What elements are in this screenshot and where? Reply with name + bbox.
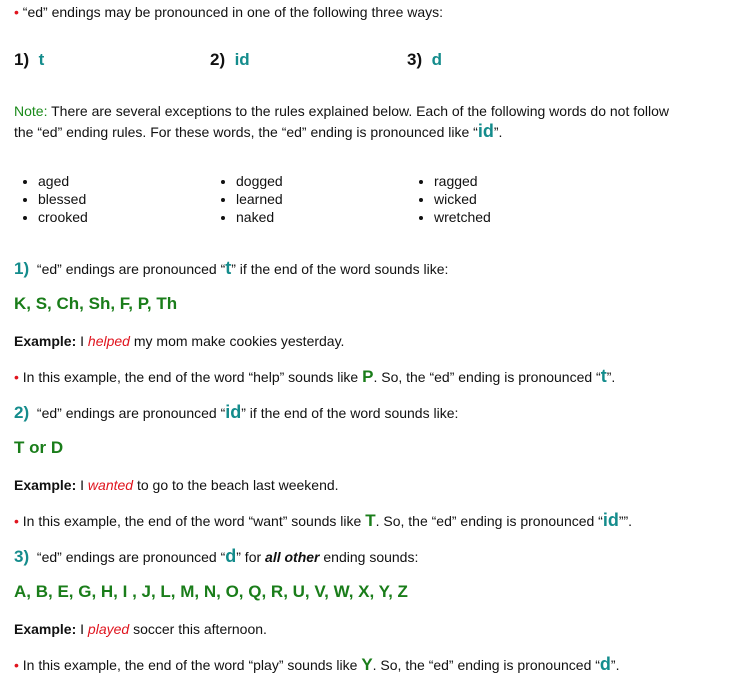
rule-ex-pre: I xyxy=(76,333,88,349)
rule-heading xyxy=(14,547,418,566)
rule-sounds: T or D xyxy=(14,438,64,457)
rule-ex-label: Example: xyxy=(14,621,77,637)
way-2: 2) id xyxy=(210,50,250,69)
list-item: • blessed xyxy=(38,190,88,208)
list-item: • ragged xyxy=(434,172,491,190)
rule-num: 3) xyxy=(14,547,30,566)
rule-post: ” if the end of the word sounds like: xyxy=(241,405,459,421)
rule-pre: “ed” endings are pronounced “ xyxy=(36,405,226,421)
list-item: • wicked xyxy=(434,190,491,208)
rule-num: 2) xyxy=(14,403,30,422)
bullet-icon: • xyxy=(14,513,19,529)
exceptions-list-1 xyxy=(0,172,88,226)
rule-b-mid: . So, the “ed” ending is pronounced “ xyxy=(372,657,600,673)
rule-example xyxy=(14,620,267,638)
rule-ex-word: played xyxy=(87,621,130,637)
rule-post: ” for xyxy=(236,549,266,565)
note-line-2: the “ed” ending rules. For these words, the “ed” ending is pronounced like “id”. xyxy=(14,121,503,141)
rule-ex-pre: I xyxy=(76,621,88,637)
rule-ex-label: Example: xyxy=(14,333,77,349)
rule-post: ” if the end of the word sounds like: xyxy=(231,261,449,277)
rule-ex-post: my mom make cookies yesterday. xyxy=(129,333,345,349)
list-item: • crooked xyxy=(38,208,88,226)
rule-sounds: K, S, Ch, Sh, F, P, Th xyxy=(14,294,178,313)
rule-sounds: A, B, E, G, H, I , J, L, M, N, O, Q, R, U, V, W, X, Y, Z xyxy=(14,582,408,601)
rule-b-letter: Y xyxy=(361,655,373,674)
rule-ex-post: to go to the beach last weekend. xyxy=(133,477,339,493)
rule-explanation xyxy=(14,655,619,674)
list-item: • learned xyxy=(236,190,283,208)
rule-b-mid: . So, the “ed” ending is pronounced “ xyxy=(375,513,603,529)
rule-ex-post: soccer this afternoon. xyxy=(129,621,267,637)
note-line-1: Note: There are several exceptions to the rules explained below. Each of the following words do not follow xyxy=(14,103,670,119)
rule-heading xyxy=(14,403,458,422)
rule-b-pre: In this example, the end of the word “want” sounds like xyxy=(22,513,366,529)
bullet-icon: • xyxy=(14,369,19,385)
rule-b-pre: In this example, the end of the word “help” sounds like xyxy=(22,369,363,385)
rule-heading xyxy=(14,259,448,278)
rule-b-end: ”. xyxy=(606,369,616,385)
list-item: • wretched xyxy=(434,208,491,226)
rule-b-sound: id xyxy=(602,510,619,530)
rule-b-letter: T xyxy=(365,511,376,530)
way-3: 3) d xyxy=(407,50,442,69)
bullet-icon: • xyxy=(14,657,19,673)
list-item: • dogged xyxy=(236,172,283,190)
rule-explanation xyxy=(14,367,615,386)
rule-post2: ending sounds: xyxy=(319,549,419,565)
rule-b-sound: t xyxy=(600,366,607,386)
list-item: • naked xyxy=(236,208,283,226)
exceptions-list-3 xyxy=(396,172,491,226)
rule-b-pre: In this example, the end of the word “play” sounds like xyxy=(22,657,362,673)
rule-sound: t xyxy=(225,258,232,278)
rule-num: 1) xyxy=(14,259,30,278)
way-1: 1) t xyxy=(14,50,45,69)
rule-sound: d xyxy=(225,546,237,566)
rule-pre: “ed” endings are pronounced “ xyxy=(36,549,226,565)
rule-ex-label: Example: xyxy=(14,477,77,493)
rule-ex-word: helped xyxy=(87,333,130,349)
rule-example xyxy=(14,332,344,350)
list-item: • aged xyxy=(38,172,88,190)
rule-sound: id xyxy=(225,402,242,422)
rule-example xyxy=(14,476,339,494)
exceptions-list-2 xyxy=(198,172,283,226)
bullet-icon: • xyxy=(14,4,19,20)
rule-b-mid: . So, the “ed” ending is pronounced “ xyxy=(373,369,601,385)
intro-text: “ed” endings may be pronounced in one of the following three ways: xyxy=(22,4,444,20)
rule-b-letter: P xyxy=(362,367,374,386)
rule-b-end: ”. xyxy=(610,657,620,673)
rule-ex-word: wanted xyxy=(87,477,134,493)
intro-line xyxy=(14,3,443,21)
rule-b-sound: d xyxy=(599,654,611,674)
rule-pre: “ed” endings are pronounced “ xyxy=(36,261,226,277)
rule-ex-pre: I xyxy=(76,477,88,493)
rule-post-italic: all other xyxy=(265,549,320,565)
rule-b-end: ””. xyxy=(618,513,633,529)
rule-explanation xyxy=(14,511,632,530)
